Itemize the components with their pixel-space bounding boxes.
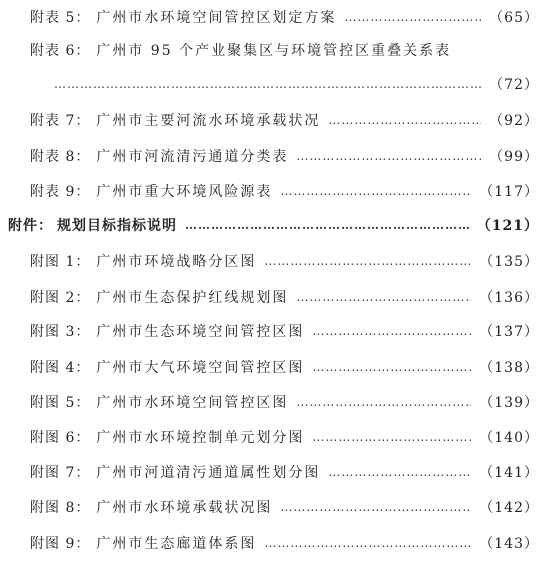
entry-title: 广州市重大环境风险源表: [96, 184, 273, 200]
toc-entry[interactable]: [0, 389, 547, 415]
leader-dots: [296, 395, 471, 409]
toc-entry[interactable]: [0, 143, 547, 169]
entry-title: 广州市水环境承载状况图: [96, 500, 273, 516]
entry-page: （92）: [489, 113, 539, 129]
leader-dots: [280, 184, 471, 198]
entry-title: 广州市环境战略分区图: [96, 254, 257, 270]
entry-title: 广州市生态保护红线规划图: [96, 290, 289, 306]
entry-title: 广州市水环境空间管控区图: [96, 395, 289, 411]
entry-title: 广州市河流清污通道分类表: [96, 149, 289, 165]
entry-label: 附图 8：: [30, 500, 91, 516]
toc-entry[interactable]: [0, 37, 547, 63]
leader-dots: [185, 218, 469, 232]
entry-page: （136）: [479, 290, 539, 306]
entry-label: 附图 7：: [30, 465, 91, 481]
leader-dots: [312, 324, 471, 338]
entry-label: 附图 9：: [30, 536, 91, 552]
leader-dots: [296, 149, 481, 163]
entry-title: 广州市主要河流水环境承载状况: [96, 113, 321, 129]
leader-dots: [328, 113, 481, 127]
entry-page: （121）: [476, 218, 539, 234]
leader-dots: [312, 360, 471, 374]
toc-entry[interactable]: [0, 248, 547, 274]
entry-label: 附图 5：: [30, 395, 91, 411]
entry-title: 广州市水环境空间管控区划定方案: [96, 10, 337, 26]
entry-page: （143）: [479, 536, 539, 552]
toc-entry[interactable]: [0, 107, 547, 133]
toc-entry[interactable]: [0, 318, 547, 344]
entry-label: 附表 9：: [30, 184, 91, 200]
entry-title: 广州市生态环境空间管控区图: [96, 324, 305, 340]
entry-page: （65）: [489, 10, 539, 26]
toc-entry[interactable]: [0, 354, 547, 380]
entry-label: 附图 2：: [30, 290, 91, 306]
leader-dots: [344, 10, 481, 24]
toc-entry[interactable]: [0, 284, 547, 310]
entry-label: 附图 6：: [30, 430, 91, 446]
toc-entry[interactable]: [0, 494, 547, 520]
leader-dots: [328, 465, 471, 479]
leader-dots: [280, 500, 471, 514]
entry-title: 广州市水环境控制单元划分图: [96, 430, 305, 446]
leader-dots: [296, 290, 471, 304]
entry-label: 附表 7：: [30, 113, 91, 129]
leader-dots: [264, 536, 471, 550]
entry-title: 广州市大气环境空间管控区图: [96, 360, 305, 376]
entry-label: 附图 3：: [30, 324, 91, 340]
toc-entry-top-level[interactable]: [0, 212, 547, 238]
entry-label: 附表 8：: [30, 149, 91, 165]
leader-dots: [312, 430, 471, 444]
entry-page: （135）: [479, 254, 539, 270]
entry-label: 附件：: [8, 218, 53, 234]
entry-label: 附表 6：: [30, 43, 91, 59]
entry-title: 广州市 95 个产业聚集区与环境管控区重叠关系表: [96, 43, 452, 59]
entry-label: 附表 5：: [30, 10, 91, 26]
entry-page: （99）: [489, 149, 539, 165]
entry-page: （138）: [479, 360, 539, 376]
entry-page: （142）: [479, 500, 539, 516]
leader-dots: [264, 254, 471, 268]
entry-title: 广州市生态廊道体系图: [96, 536, 257, 552]
entry-title: 广州市河道清污通道属性划分图: [96, 465, 321, 481]
entry-page: （141）: [479, 465, 539, 481]
entry-page: （140）: [479, 430, 539, 446]
toc-entry-continuation[interactable]: [0, 71, 547, 97]
toc-entry[interactable]: [0, 4, 547, 30]
entry-label: 附图 4：: [30, 360, 91, 376]
entry-title: 规划目标指标说明: [57, 218, 177, 234]
entry-page: （137）: [479, 324, 539, 340]
leader-dots: [54, 77, 481, 91]
entry-label: 附图 1：: [30, 254, 91, 270]
entry-page: （72）: [489, 77, 539, 93]
entry-page: （139）: [479, 395, 539, 411]
toc-entry[interactable]: [0, 178, 547, 204]
entry-page: （117）: [479, 184, 539, 200]
toc-entry[interactable]: [0, 424, 547, 450]
toc-entry[interactable]: [0, 459, 547, 485]
toc-entry[interactable]: [0, 530, 547, 556]
